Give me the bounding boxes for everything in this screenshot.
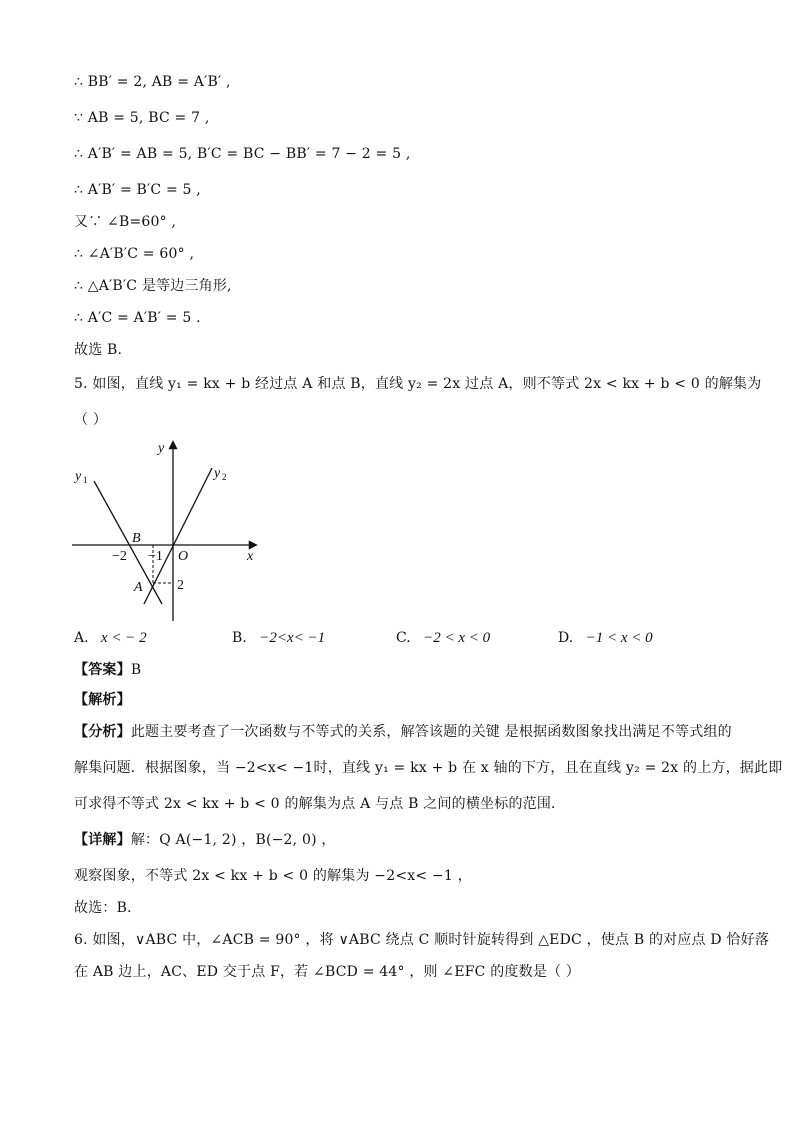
question-6-line-1: 6. 如图，∨ABC 中，∠ACB = 90° ，将 ∨ABC 绕点 C 顺时针旋转得到 △EDC ，使点 B 的对应点 D 恰好落 — [74, 932, 770, 948]
question-6-line-2: 在 AB 边上，AC、ED 交于点 F，若 ∠BCD = 44° ，则 ∠EFC 的度数是（ ） — [74, 964, 581, 980]
analysis-line-2: 解集问题．根据图象，当 −2<x< −1时，直线 y₁ = kx + b 在 x 轴的下方，且在直线 y₂ = 2x 的上方，据此即 — [74, 760, 783, 776]
detail-tag: 【详解】 — [74, 832, 131, 848]
option-a-text: x < − 2 — [101, 630, 147, 646]
answer-value: B — [130, 662, 142, 678]
answer-tag: 【答案】 — [74, 662, 131, 678]
analysis-tag: 【分析】 — [74, 724, 131, 740]
answer-line — [74, 660, 141, 680]
option-d — [558, 628, 653, 648]
option-d-letter: D. — [558, 630, 574, 646]
option-c — [396, 628, 490, 648]
question-5-stem: 5. 如图，直线 y₁ = kx + b 经过点 A 和点 B，直线 y₂ = 2x 过点 A，则不等式 2x < kx + b < 0 的解集为 — [74, 376, 762, 392]
y-axis-label: y — [158, 441, 165, 456]
tick-label-neg1: −1 — [148, 549, 163, 564]
line-y1-subscript: 1 — [83, 475, 88, 485]
option-a-letter: A. — [74, 630, 89, 646]
line-y1 — [94, 481, 162, 604]
solution-line-1: ∴ BB′ = 2, AB = A′B′ , — [74, 74, 231, 90]
option-c-letter: C. — [396, 630, 411, 646]
tick-label-neg2: −2 — [112, 549, 127, 564]
solution-line-4: ∴ A′B′ = B′C = 5 , — [74, 182, 201, 198]
detail-line-2: 观察图象，不等式 2x < kx + b < 0 的解集为 −2<x< −1 ， — [74, 868, 472, 884]
solution-line-2: ∵ AB = 5, BC = 7 , — [74, 110, 210, 126]
solution-line-5: 又∵ ∠B=60° , — [74, 214, 177, 230]
origin-label: O — [178, 549, 189, 564]
option-c-text: −2 < x < 0 — [423, 630, 491, 646]
detail-text-1: 解：Q A(−1, 2) ，B(−2, 0) ， — [130, 832, 336, 848]
solution-line-6: ∴ ∠A′B′C = 60° , — [74, 246, 195, 262]
detail-line-1 — [74, 830, 336, 850]
analysis-heading: 【解析】 — [74, 692, 131, 708]
analysis-line-3: 可求得不等式 2x < kx + b < 0 的解集为点 A 与点 B 之间的横坐标的范围． — [74, 796, 566, 812]
analysis-text-1: 此题主要考查了一次函数与不等式的关系，解答该题的关键 是根据函数图象找出满足不等式组的 — [130, 724, 732, 740]
option-a — [74, 628, 147, 648]
point-a-label: A — [134, 580, 143, 595]
analysis-line-1 — [74, 722, 732, 742]
point-b-label: B — [132, 531, 141, 546]
option-b-letter: B. — [232, 630, 247, 646]
detail-line-3: 故选：B． — [74, 900, 142, 916]
solution-line-3: ∴ A′B′ = AB = 5, B′C = BC − BB′ = 7 − 2 = 5 , — [74, 146, 411, 162]
tick-label-2: 2 — [177, 578, 184, 593]
solution-line-8: ∴ A′C = A′B′ = 5 . — [74, 310, 201, 326]
solution-line-7: ∴ △A′B′C 是等边三角形, — [74, 278, 232, 294]
line-y1-label: y — [75, 469, 82, 484]
option-b-text: −2<x< −1 — [259, 630, 326, 646]
option-d-text: −1 < x < 0 — [585, 630, 653, 646]
question-5-blank: （ ） — [74, 412, 108, 428]
line-y2-label: y — [214, 466, 221, 481]
solution-line-9: 故选 B. — [74, 342, 123, 358]
option-b — [232, 628, 325, 648]
question-5-graph — [66, 436, 266, 626]
x-axis-label: x — [247, 549, 254, 564]
line-y2-subscript: 2 — [222, 472, 227, 482]
